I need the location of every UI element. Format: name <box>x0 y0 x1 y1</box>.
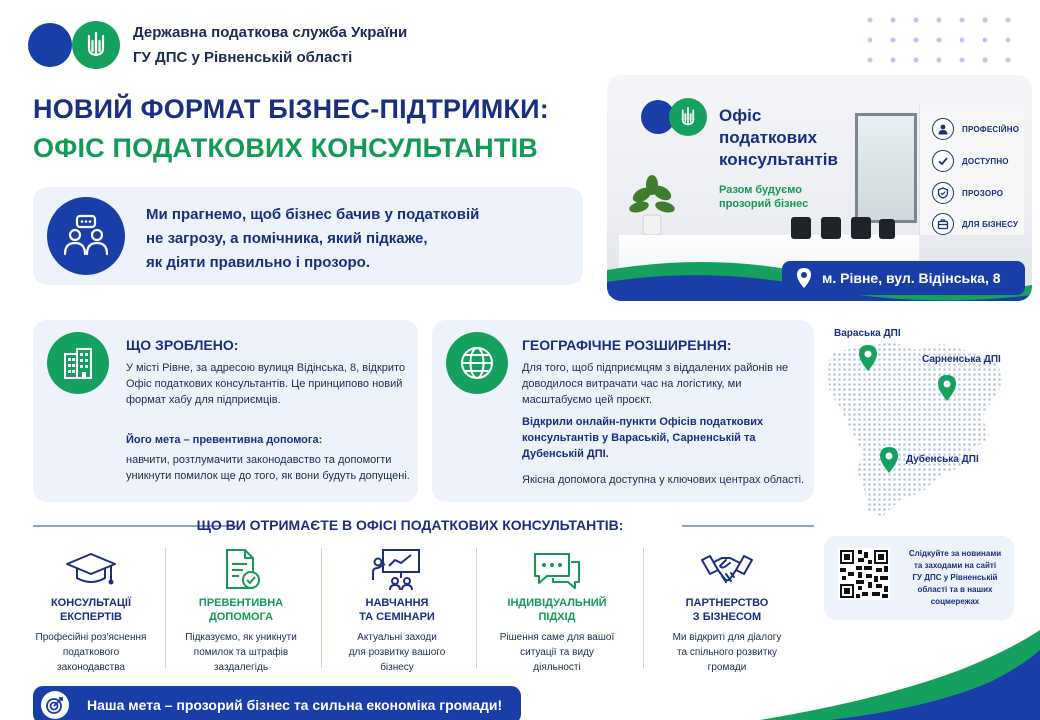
benefit-desc: ситуації та виду <box>520 647 594 658</box>
benefit-individual <box>482 548 632 675</box>
map-pin-icon <box>879 446 899 474</box>
benefits-heading: ЩО ВИ ОТРИМАЄТЕ В ОФІСІ ПОДАТКОВИХ КОНСУЛЬТАНТІВ: <box>196 517 624 533</box>
page-title-line2: ОФІС ПОДАТКОВИХ КОНСУЛЬТАНТІВ <box>33 133 538 163</box>
feature-transparent <box>932 182 1027 204</box>
address-text: м. Рівне, вул. Відінська, 8 <box>822 270 1001 286</box>
qr-caption-line: області та в наших <box>917 585 993 594</box>
benefit-desc: заздалегідь <box>213 662 269 673</box>
office-sign-line: Офіс <box>719 106 762 125</box>
benefit-desc: громади <box>707 662 747 673</box>
benefit-desc: Актуальні заходи <box>357 632 437 643</box>
feature-label: ПРОЗОРО <box>962 188 1004 198</box>
benefit-title: З БІЗНЕСОМ <box>692 611 762 623</box>
building-icon <box>47 332 109 394</box>
benefit-title: КОНСУЛЬТАЦІЇ <box>50 597 132 609</box>
feature-accessible <box>932 150 1027 172</box>
benefit-prevention <box>166 548 316 675</box>
mission-line: як діяти правильно і прозоро. <box>146 254 371 271</box>
qr-caption-line: та заходами на сайті <box>913 561 997 570</box>
benefit-separator <box>643 548 644 668</box>
benefit-desc: законодавства <box>57 662 125 673</box>
benefit-title: ТА СЕМІНАРИ <box>359 611 435 623</box>
feature-professional <box>932 118 1027 140</box>
qr-caption-line: соцмережах <box>930 597 980 606</box>
map-pin-icon <box>858 344 878 372</box>
benefit-title: ЕКСПЕРТІВ <box>59 611 122 623</box>
benefit-desc: Ми відкриті для діалогу <box>672 632 782 643</box>
benefit-separator <box>476 548 477 668</box>
mission-card <box>33 187 583 285</box>
goal-banner <box>33 686 521 720</box>
benefit-desc: бізнесу <box>380 662 414 673</box>
benefit-title: НАВЧАННЯ <box>365 597 429 609</box>
office-slogan <box>719 183 849 211</box>
region-map <box>822 322 1012 522</box>
office-sign-line: консультантів <box>719 150 838 169</box>
handshake-icon <box>652 548 802 590</box>
office-sign <box>719 105 849 171</box>
benefit-desc: Рішення саме для вашої <box>499 632 615 643</box>
benefit-training <box>322 548 472 675</box>
benefit-title: ПАРТНЕРСТВО <box>685 597 769 609</box>
done-paragraph: У місті Рівне, за адресою вулиця Відінська, 8, відкрито Офіс податкових консультантів. Це принципово новий формат хабу для підприємців. <box>126 362 406 406</box>
benefit-title: ПРЕВЕНТИВНА <box>198 597 284 609</box>
divider <box>682 525 814 527</box>
trident-icon <box>72 21 120 69</box>
qr-card <box>824 536 1014 620</box>
page-title-line1: НОВИЙ ФОРМАТ БІЗНЕС-ПІДТРИМКИ: <box>33 94 549 124</box>
presentation-icon <box>322 548 472 590</box>
geo-title: ГЕОГРАФІЧНЕ РОЗШИРЕННЯ: <box>522 337 732 353</box>
benefit-desc: діяльності <box>533 662 581 673</box>
done-title: ЩО ЗРОБЛЕНО: <box>126 337 239 353</box>
graduation-cap-icon <box>16 548 166 590</box>
feature-business <box>932 213 1027 235</box>
globe-icon <box>446 332 508 394</box>
benefit-title: ІНДИВІДУАЛЬНИЙ <box>507 597 607 609</box>
logo-blue-circle <box>28 23 72 67</box>
qr-caption <box>903 548 1007 608</box>
qr-caption-line: ГУ ДПС у Рівненській <box>912 573 998 582</box>
org-department: ГУ ДПС у Рівненській області <box>133 49 353 66</box>
feature-label: ДЛЯ БІЗНЕСУ <box>962 219 1019 229</box>
office-slogan-line: Разом будуємо <box>719 184 802 196</box>
org-name: Державна податкова служба України <box>133 24 408 41</box>
chairs <box>787 215 897 243</box>
benefit-desc: та спільного розвитку <box>677 647 777 658</box>
feature-label: ДОСТУПНО <box>962 156 1009 166</box>
person-icon <box>932 118 954 140</box>
qr-caption-line: Слідкуйте за новинами <box>908 549 1002 558</box>
office-photo <box>607 75 1032 301</box>
check-icon <box>932 150 954 172</box>
target-icon <box>41 691 69 719</box>
corner-wave <box>760 630 1040 720</box>
done-goal-text: навчити, розтлумачити законодавство та допомогти уникнути помилок ще до того, як вони будуть допущені. <box>126 454 410 482</box>
benefit-desc: для розвитку вашого <box>348 647 446 658</box>
feature-label: ПРОФЕСІЙНО <box>962 124 1020 134</box>
benefit-desc: Підказуємо, як уникнути <box>185 632 297 643</box>
decorative-dots <box>862 12 1022 72</box>
map-label-varash: Вараська ДПІ <box>834 328 901 339</box>
benefit-title: ПІДХІД <box>538 611 576 623</box>
briefcase-icon <box>932 213 954 235</box>
map-label-dubno: Дубенська ДПІ <box>906 454 979 465</box>
photo-window <box>855 113 917 223</box>
chat-bubbles-icon <box>482 548 632 590</box>
geo-note: Якісна допомога доступна у ключових центрах області. <box>522 474 805 486</box>
office-sign-line: податкових <box>719 128 818 147</box>
plant-icon <box>627 175 677 237</box>
geo-card <box>432 320 814 502</box>
geo-paragraph: Для того, щоб підприємцям з віддалених районів не доводилося витрачати час на логістику, ми масштабуємо цей проєкт. <box>522 362 789 406</box>
document-check-icon <box>166 548 316 590</box>
qr-code-icon[interactable] <box>838 548 890 600</box>
location-pin-icon <box>796 267 812 289</box>
map-label-sarny: Сарненська ДПІ <box>922 354 1001 365</box>
benefit-title: ДОПОМОГА <box>208 611 274 623</box>
geo-highlight: Відкрили онлайн-пункти Офісів податкових консультантів у Вараській, Сарненській та Дубенській ДПІ. <box>522 416 764 460</box>
region-shape <box>822 322 1012 522</box>
done-goal-label: Його мета – превентивна допомога: <box>126 434 323 446</box>
mission-text <box>146 203 566 275</box>
benefit-desc: податкового <box>62 647 120 658</box>
benefit-desc: Професійні роз'яснення <box>35 632 147 643</box>
office-slogan-line: прозорий бізнес <box>719 198 809 210</box>
trident-icon <box>669 98 707 136</box>
mission-line: Ми прагнемо, щоб бізнес бачив у податковій <box>146 206 480 223</box>
people-chat-icon <box>47 197 125 275</box>
address-badge <box>782 261 1025 295</box>
shield-icon <box>932 182 954 204</box>
benefit-consultations <box>16 548 166 675</box>
goal-text: Наша мета – прозорий бізнес та сильна економіка громади! <box>87 697 503 713</box>
map-pin-icon <box>937 374 957 402</box>
done-card <box>33 320 418 502</box>
benefit-desc: помилок та штрафів <box>193 647 289 658</box>
mission-line: не загрозу, а помічника, який підкаже, <box>146 230 428 247</box>
